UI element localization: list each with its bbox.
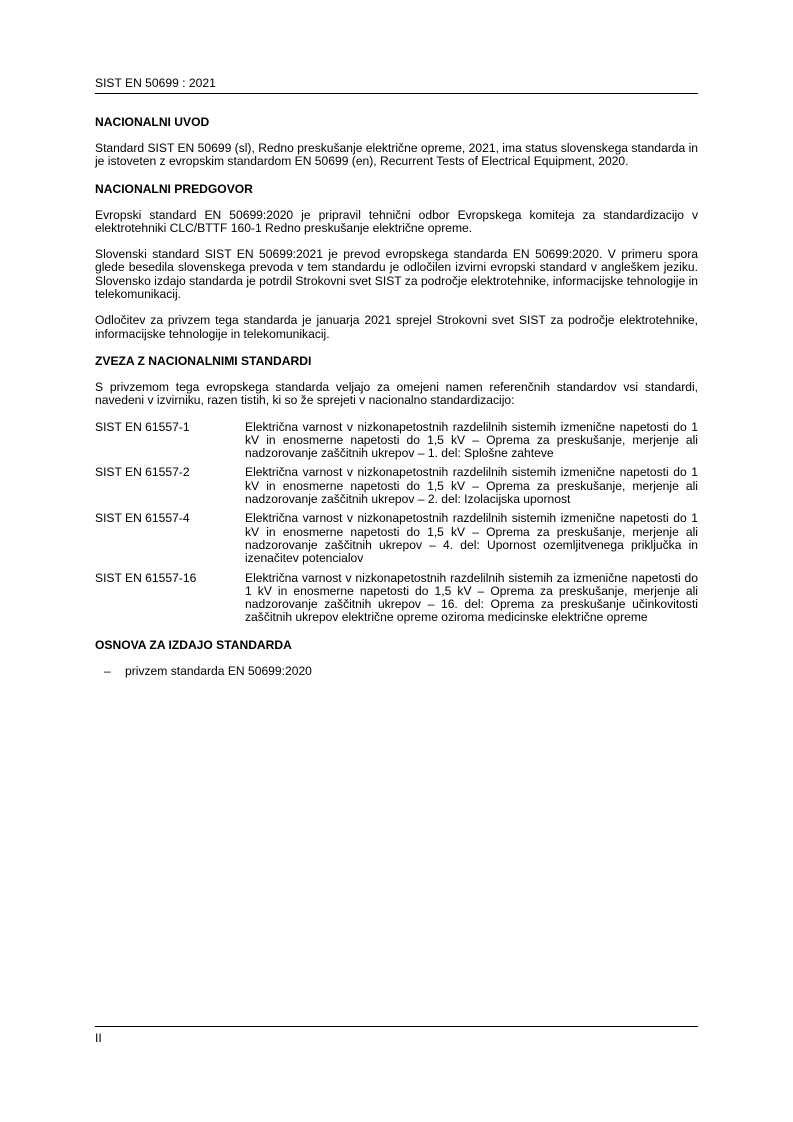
standard-code: SIST EN 61557-4 [95,511,190,526]
standard-code: SIST EN 61557-16 [95,570,197,585]
document-id: SIST EN 50699 : 2021 [95,76,216,90]
paragraph-predgovor-3: Odločitev za privzem tega standarda je januarja 2021 sprejel Strokovni svet SIST za področje elektrotehnike, informacijske tehnologije in telekomunikacij. [95,313,698,341]
heading-nacionalni-uvod: NACIONALNI UVOD [95,115,210,129]
heading-nacionalni-predgovor: NACIONALNI PREDGOVOR [95,181,253,196]
standard-row [95,421,698,461]
page-header [95,77,698,94]
header-rule [95,93,698,94]
standard-code: SIST EN 61557-2 [95,465,190,480]
standard-code: SIST EN 61557-1 [95,419,190,434]
heading-zveza: ZVEZA Z NACIONALNIMI STANDARDI [95,353,312,368]
standard-row [95,512,698,565]
paragraph-zveza: S privzemom tega evropskega standarda veljajo za omejeni namen referenčnih standardov vsi standardi, navedeni v izvirniku, razen tistih, ki so že sprejeti v nacionalno standardizacijo: [95,379,698,408]
standard-row [95,572,698,625]
footer-rule [95,1026,698,1027]
standards-list [95,421,698,625]
standard-row [95,466,698,506]
page-number: II [95,1031,102,1045]
basis-list [95,665,698,678]
standard-description: Električna varnost v nizkonapetostnih razdelilnih sistemih izmenične napetosti do 1 kV in enosmerne napetosti do 1,5 kV – Oprema za preskušanje, merjenje ali nadzorovanje zaščitnih ukrepov – 4. del: Upornost ozemljitvenega priključka in izenačitev potencialov [245,511,698,566]
standard-description: Električna varnost v nizkonapetostnih razdelilnih sistemih izmenične napetosti do 1 kV in enosmerne napetosti do 1,5 kV – Oprema za preskušanje, merjenje ali nadzorovanje zaščitnih ukrepov – 2. del: Izolacijska upornost [245,465,698,507]
list-item [95,665,698,678]
paragraph-predgovor-1: Evropski standard EN 50699:2020 je pripravil tehnični odbor Evropskega komiteja za standardizacijo v elektrotehniki CLC/BTTF 160-1 Redno preskušanje električne opreme. [95,207,698,235]
paragraph-uvod: Standard SIST EN 50699 (sl), Redno preskušanje električne opreme, 2021, ima status slovenskega standarda in je istoveten z evropskim standardom EN 50699 (en), Recurrent Tests of Electrical Equipment, 2020. [95,141,698,169]
standard-description: Električna varnost v nizkonapetostnih razdelilnih sistemih izmenične napetosti do 1 kV in enosmerne napetosti do 1,5 kV – Oprema za preskušanje, merjenje ali nadzorovanje zaščitnih ukrepov – 1. del: Splošne zahteve [245,419,698,461]
page-content [95,115,698,678]
standard-description: Električna varnost v nizkonapetostnih razdelilnih sistemih za izmenične napetosti do 1 kV in enosmerne napetosti do 1,5 kV – Oprema za preskušanje, merjenje ali nadzorovanje zaščitnih ukrepov – 16. del: Oprema za preskušanje učinkovitosti zaščitnih ukrepov električne opreme oziroma medicinske električne opreme [245,570,698,625]
dash-bullet: – [104,663,111,678]
paragraph-predgovor-2: Slovenski standard SIST EN 50699:2021 je prevod evropskega standarda EN 50699:2020. V primeru spora glede besedila slovenskega prevoda v tem standardu je odločilen izvirni evropski standard v angleškem jeziku. Slovensko izdajo standarda je potrdil Strokovni svet SIST za področje elektrotehnike, informacijske tehnologije in telekomunikacij. [95,247,698,302]
list-item-text: privzem standarda EN 50699:2020 [125,663,312,678]
heading-osnova: OSNOVA ZA IZDAJO STANDARDA [95,637,292,652]
page-footer [95,1026,698,1045]
